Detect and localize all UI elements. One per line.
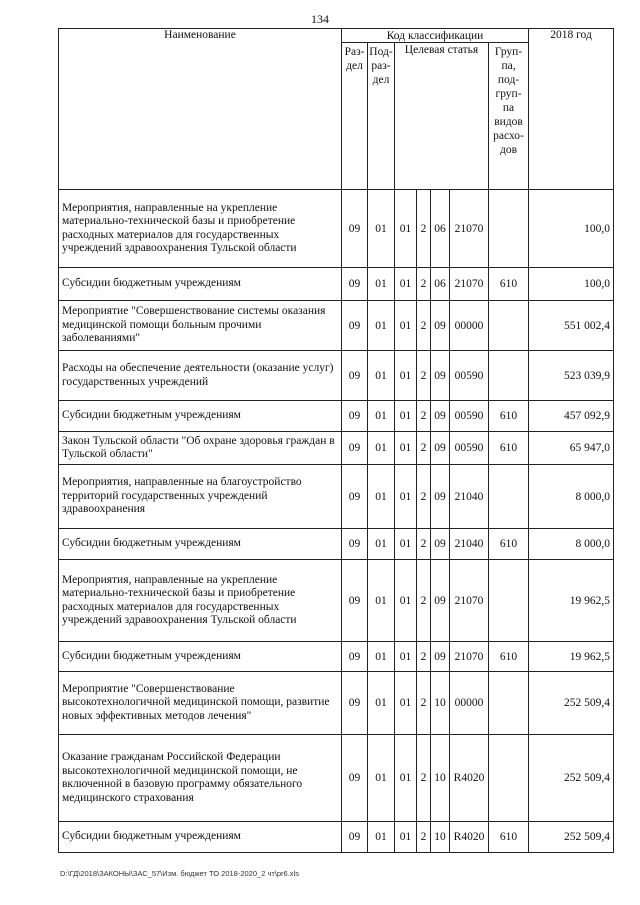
cell-amount: 65 947,0 — [529, 432, 614, 465]
table-row — [59, 529, 614, 560]
cell-target-program: 01 — [395, 735, 417, 822]
cell-target-subprogram: 2 — [417, 401, 431, 432]
cell-podrazdel: 01 — [368, 465, 395, 529]
cell-podrazdel: 01 — [368, 401, 395, 432]
cell-target-subprogram: 2 — [417, 432, 431, 465]
cell-target-direction: 00590 — [450, 351, 489, 401]
header-razdel: Раз- дел — [342, 43, 368, 190]
cell-podrazdel: 01 — [368, 190, 395, 268]
cell-name: Субсидии бюджетным учреждениям — [59, 642, 342, 672]
cell-target-program: 01 — [395, 351, 417, 401]
table-row — [59, 642, 614, 672]
cell-podrazdel: 01 — [368, 735, 395, 822]
cell-razdel: 09 — [342, 735, 368, 822]
cell-target-subprogram: 2 — [417, 268, 431, 301]
cell-target-event: 06 — [431, 190, 450, 268]
cell-razdel: 09 — [342, 301, 368, 351]
cell-razdel: 09 — [342, 465, 368, 529]
cell-target-event: 09 — [431, 351, 450, 401]
cell-target-program: 01 — [395, 190, 417, 268]
cell-expense-group — [489, 735, 529, 822]
cell-target-direction: 21070 — [450, 642, 489, 672]
header-year: 2018 год — [529, 29, 614, 190]
table-row — [59, 672, 614, 735]
cell-target-event: 09 — [431, 401, 450, 432]
table-row — [59, 401, 614, 432]
cell-podrazdel: 01 — [368, 529, 395, 560]
header-podrazdel: Под- раз- дел — [368, 43, 395, 190]
table-row — [59, 190, 614, 268]
cell-target-subprogram: 2 — [417, 190, 431, 268]
cell-target-direction: 00590 — [450, 401, 489, 432]
cell-name: Закон Тульской области "Об охране здоровья граждан в Тульской области" — [59, 432, 342, 465]
cell-target-direction: 00000 — [450, 672, 489, 735]
cell-target-direction: 21040 — [450, 465, 489, 529]
cell-razdel: 09 — [342, 529, 368, 560]
cell-amount: 100,0 — [529, 268, 614, 301]
cell-target-event: 09 — [431, 301, 450, 351]
cell-amount: 8 000,0 — [529, 529, 614, 560]
cell-target-direction: 21070 — [450, 190, 489, 268]
cell-name: Мероприятие "Совершенствование высокотехнологичной медицинской помощи, развитие новых эффективных методов лечения" — [59, 672, 342, 735]
cell-name: Мероприятия, направленные на укрепление материально-технической базы и приобретение расходных материалов для государственных учреждений здравоохранения Тульской области — [59, 190, 342, 268]
cell-target-event: 09 — [431, 432, 450, 465]
cell-razdel: 09 — [342, 351, 368, 401]
cell-expense-group — [489, 465, 529, 529]
table-row — [59, 351, 614, 401]
cell-target-program: 01 — [395, 465, 417, 529]
cell-razdel: 09 — [342, 560, 368, 642]
cell-target-subprogram: 2 — [417, 301, 431, 351]
cell-amount: 8 000,0 — [529, 465, 614, 529]
cell-target-subprogram: 2 — [417, 560, 431, 642]
table-row — [59, 560, 614, 642]
table-body — [59, 190, 614, 853]
cell-target-event: 10 — [431, 672, 450, 735]
cell-podrazdel: 01 — [368, 672, 395, 735]
cell-amount: 19 962,5 — [529, 642, 614, 672]
cell-podrazdel: 01 — [368, 351, 395, 401]
header-name: Наименование — [59, 29, 342, 190]
cell-target-event: 09 — [431, 560, 450, 642]
cell-expense-group — [489, 672, 529, 735]
cell-name: Субсидии бюджетным учреждениям — [59, 401, 342, 432]
file-path: D:\ГД\2018\ЗАКОНЫ\ЗАС_57\Изм. бюджет ТО 2018-2020_2 чт\pr6.xls — [60, 869, 299, 878]
cell-expense-group — [489, 190, 529, 268]
cell-target-subprogram: 2 — [417, 672, 431, 735]
cell-name: Расходы на обеспечение деятельности (оказание услуг) государственных учреждений — [59, 351, 342, 401]
cell-amount: 252 509,4 — [529, 822, 614, 853]
cell-amount: 523 039,9 — [529, 351, 614, 401]
cell-razdel: 09 — [342, 432, 368, 465]
cell-razdel: 09 — [342, 822, 368, 853]
cell-target-event: 09 — [431, 529, 450, 560]
table-row — [59, 735, 614, 822]
cell-target-direction: 21070 — [450, 560, 489, 642]
cell-razdel: 09 — [342, 401, 368, 432]
cell-name: Оказание гражданам Российской Федерации высокотехнологичной медицинской помощи, не включенной в базовую программу обязательного медицинского страхования — [59, 735, 342, 822]
cell-target-program: 01 — [395, 432, 417, 465]
cell-podrazdel: 01 — [368, 560, 395, 642]
cell-podrazdel: 01 — [368, 301, 395, 351]
cell-expense-group: 610 — [489, 401, 529, 432]
cell-name: Субсидии бюджетным учреждениям — [59, 268, 342, 301]
cell-razdel: 09 — [342, 268, 368, 301]
cell-target-subprogram: 2 — [417, 465, 431, 529]
cell-target-event: 09 — [431, 465, 450, 529]
cell-target-direction: 21070 — [450, 268, 489, 301]
cell-podrazdel: 01 — [368, 432, 395, 465]
cell-amount: 252 509,4 — [529, 672, 614, 735]
cell-target-event: 09 — [431, 642, 450, 672]
cell-target-direction: R4020 — [450, 822, 489, 853]
header-target: Целевая статья — [395, 43, 489, 190]
cell-expense-group: 610 — [489, 432, 529, 465]
page-number: 134 — [311, 12, 329, 26]
table-row — [59, 432, 614, 465]
cell-target-subprogram: 2 — [417, 529, 431, 560]
budget-table — [58, 28, 614, 853]
table-row — [59, 268, 614, 301]
cell-amount: 252 509,4 — [529, 735, 614, 822]
table-row — [59, 465, 614, 529]
cell-expense-group — [489, 560, 529, 642]
cell-target-event: 06 — [431, 268, 450, 301]
cell-target-program: 01 — [395, 560, 417, 642]
cell-target-program: 01 — [395, 672, 417, 735]
cell-target-program: 01 — [395, 268, 417, 301]
cell-target-event: 10 — [431, 822, 450, 853]
cell-amount: 457 092,9 — [529, 401, 614, 432]
cell-expense-group: 610 — [489, 642, 529, 672]
cell-name: Мероприятие "Совершенствование системы оказания медицинской помощи больным прочими заболеваниями" — [59, 301, 342, 351]
cell-razdel: 09 — [342, 672, 368, 735]
cell-target-direction: 00000 — [450, 301, 489, 351]
table-row — [59, 301, 614, 351]
cell-expense-group: 610 — [489, 268, 529, 301]
cell-razdel: 09 — [342, 190, 368, 268]
cell-expense-group — [489, 351, 529, 401]
cell-target-program: 01 — [395, 401, 417, 432]
cell-name: Субсидии бюджетным учреждениям — [59, 822, 342, 853]
cell-target-event: 10 — [431, 735, 450, 822]
cell-podrazdel: 01 — [368, 642, 395, 672]
cell-target-subprogram: 2 — [417, 822, 431, 853]
cell-target-program: 01 — [395, 822, 417, 853]
cell-target-program: 01 — [395, 529, 417, 560]
cell-target-subprogram: 2 — [417, 735, 431, 822]
cell-amount: 19 962,5 — [529, 560, 614, 642]
cell-amount: 100,0 — [529, 190, 614, 268]
cell-target-direction: R4020 — [450, 735, 489, 822]
cell-name: Субсидии бюджетным учреждениям — [59, 529, 342, 560]
cell-target-direction: 00590 — [450, 432, 489, 465]
cell-podrazdel: 01 — [368, 268, 395, 301]
cell-name: Мероприятия, направленные на благоустройство территорий государственных учреждений здравоохранения — [59, 465, 342, 529]
cell-expense-group: 610 — [489, 822, 529, 853]
header-group: Груп- па, под- груп- па видов расхо- дов — [489, 43, 529, 190]
cell-razdel: 09 — [342, 642, 368, 672]
cell-target-direction: 21040 — [450, 529, 489, 560]
cell-target-program: 01 — [395, 301, 417, 351]
cell-expense-group — [489, 301, 529, 351]
cell-name: Мероприятия, направленные на укрепление материально-технической базы и приобретение расходных материалов для государственных учреждений здравоохранения Тульской области — [59, 560, 342, 642]
cell-target-subprogram: 2 — [417, 642, 431, 672]
cell-amount: 551 002,4 — [529, 301, 614, 351]
cell-target-program: 01 — [395, 642, 417, 672]
cell-target-subprogram: 2 — [417, 351, 431, 401]
cell-podrazdel: 01 — [368, 822, 395, 853]
header-code: Код классификации — [342, 29, 529, 43]
cell-expense-group: 610 — [489, 529, 529, 560]
table-row — [59, 822, 614, 853]
